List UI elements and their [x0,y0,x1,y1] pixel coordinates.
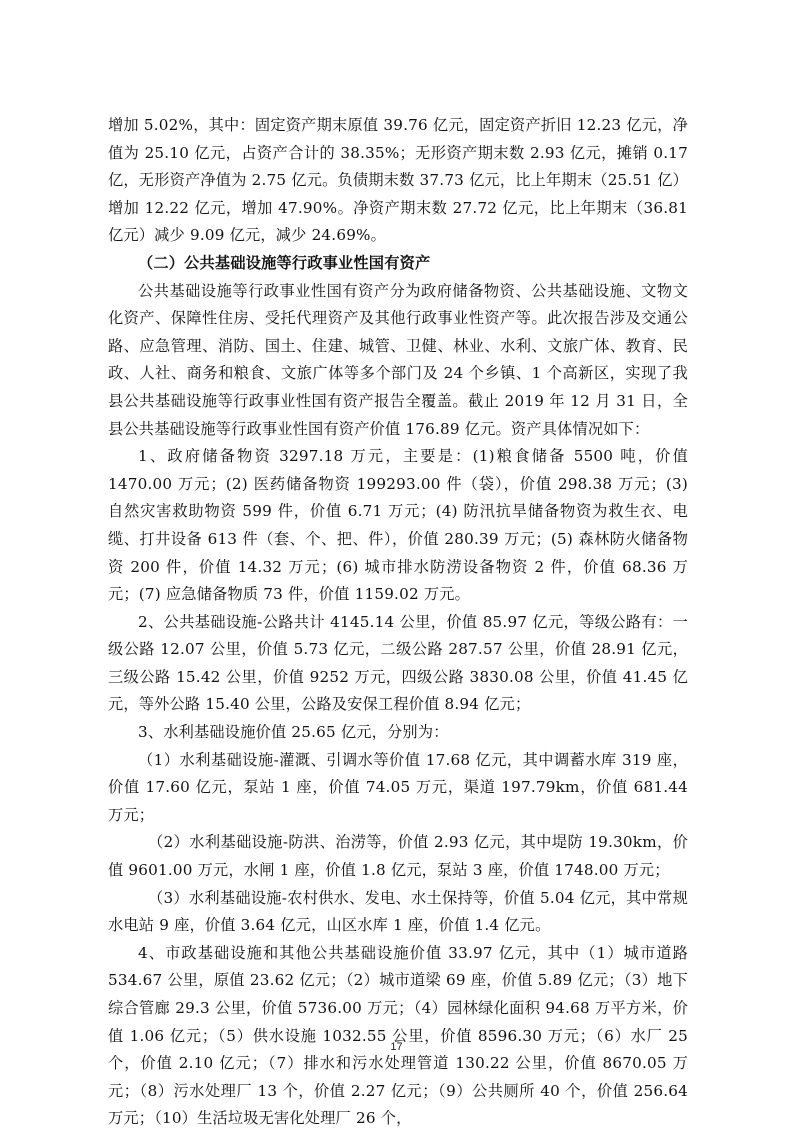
paragraph-water-conservancy: 3、水利基础设施价值 25.65 亿元，分别为： [138,723,449,742]
paragraph-government-reserves: 1、政府储备物资 3297.18 万元，主要是：(1)粮食储备 5500 吨，价值 1470.00 万元；(2) 医药储备物资 199293.00 件（袋），价值 298.38 万元；(3) 自然灾害救助物资 599 件，价值 6.71 万元；(4) 防汛抗旱储备物资为救生衣、电缆、打井设备 613 件（套、个、把、件），价值 280.39 万元；(5) 森林防火储备物资 200 件，价值 14.32 万元；(6) 城市排水防涝设备物资 2 件，价值 68.36 万元；(7) 应急储备物质 73 件，价值 1159.02 万元。 [108,447,688,604]
paragraph-rural-water-supply: （3）水利基础设施-农村供水、发电、水土保持等，价值 5.04 亿元，其中常规水电站 9 座，价值 3.64 亿元，山区水库 1 座，价值 1.4 亿元。 [108,888,688,935]
paragraph-flood-control: （2）水利基础设施-防洪、治涝等，价值 2.93 亿元，其中堤防 19.30km，价值 9601.00 万元，水闸 1 座，价值 1.8 亿元，泵站 3 座，价值 1748.00 万元； [108,833,688,880]
paragraph-municipal-infrastructure: 4、市政基础设施和其他公共基础设施价值 33.97 亿元，其中（1）城市道路 534.67 公里，原值 23.62 亿元；（2）城市道梁 69 座，价值 5.89 亿元；（3）地下综合管廊 29.3 公里，价值 5736.00 万元；（4）园林绿化面积 94.68 万平方米，价值 1.06 亿元；（5）供水设施 1032.55 公里，价值 8596.30 万元；（6）水厂 25 个，价值 2.10 亿元；（7）排水和污水处理管道 130.22 公里，价值 8670.05 万元；（8）污水处理厂 13 个，价值 2.27 亿元；（9）公共厕所 40 个，价值 256.64 万元；（10）生活垃圾无害化处理厂 26 个， [108,943,688,1128]
page-number: 17 [390,1041,403,1053]
section-heading-public-infrastructure: （二）公共基础设施等行政事业性国有资产 [138,253,431,272]
paragraph-highways: 2、公共基础设施-公路共计 4145.14 公里，价值 85.97 亿元，等级公路有：一级公路 12.07 公里，价值 5.73 亿元，二级公路 287.57 公里，价值 28.91 亿元，三级公路 15.42 公里，价值 9252 万元，四级公路 3830.08 公里，价值 41.45 亿元，等外公路 15.40 公里，公路及安保工程价值 8.94 亿元； [108,612,688,714]
document-body [108,112,688,1133]
paragraph-infrastructure-overview: 公共基础设施等行政事业性国有资产分为政府储备物资、公共基础设施、文物文化资产、保障性住房、受托代理资产及其他行政事业性资产等。此次报告涉及交通公路、应急管理、消防、国土、住建、城管、卫健、林业、水利、文旅广体、教育、民政、人社、商务和粮食、文旅广体等多个部门及 24 个乡镇、1 个高新区，实现了我县公共基础设施等行政事业性国有资产报告全覆盖。截止 2019 年 12 月 31 日，全县公共基础设施等行政事业性国有资产价值 176.89 亿元。资产具体情况如下： [108,281,688,438]
paragraph-irrigation: （1）水利基础设施-灌溉、引调水等价值 17.68 亿元，其中调蓄水库 319 座，价值 17.60 亿元，泵站 1 座，价值 74.05 万元，渠道 197.79km，价值 681.44 万元； [108,750,688,824]
paragraph-asset-summary: 增加 5.02%，其中：固定资产期末原值 39.76 亿元，固定资产折旧 12.23 亿元，净值为 25.10 亿元，占资产合计的 38.35%；无形资产期末数 2.93 亿元，摊销 0.17 亿，无形资产净值为 2.75 亿元。负债期末数 37.73 亿元，比上年期末（25.51 亿）增加 12.22 亿元，增加 47.90%。净资产期末数 27.72 亿元，比上年期末（36.81 亿元）减少 9.09 亿元，减少 24.69%。 [108,116,688,245]
